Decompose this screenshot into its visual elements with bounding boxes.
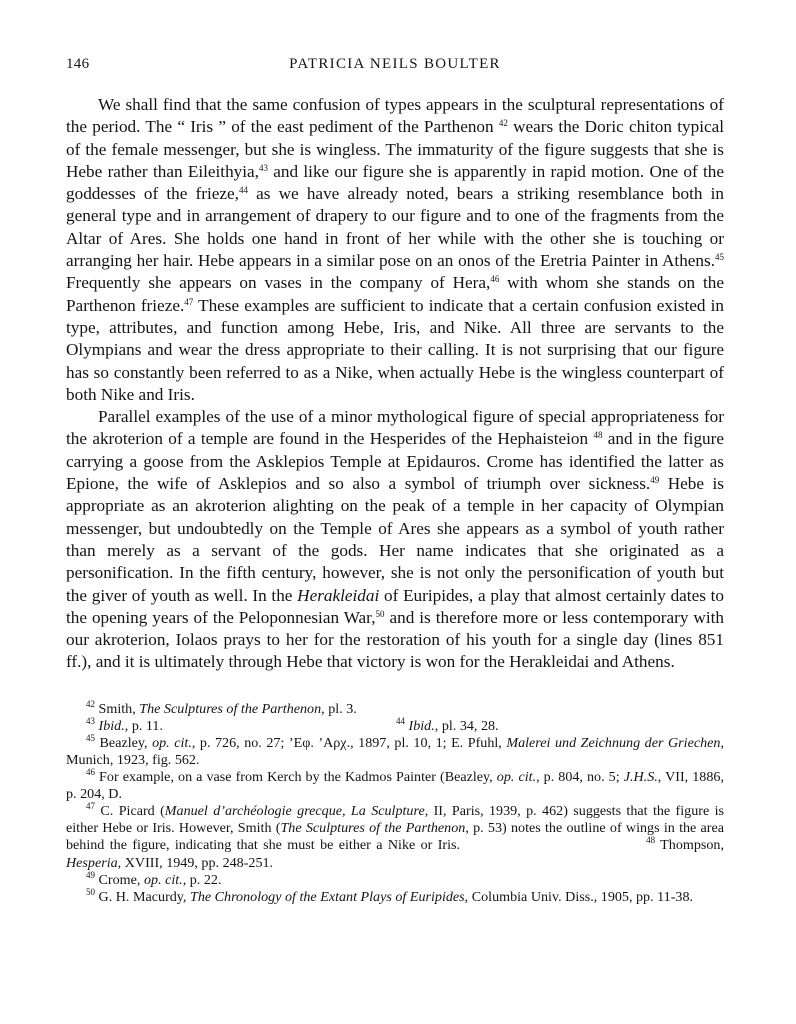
play-title: Herakleidai: [297, 585, 380, 605]
page-header: [66, 56, 724, 80]
page: [66, 56, 724, 906]
footnote-ref[interactable]: 48: [593, 430, 603, 441]
footnote-48: $^{48}$ Thompson, Hesperia, XVIII, 1949, pp. 248-251.: [66, 835, 724, 871]
paragraph-2: Parallel examples of the use of a minor mythological figure of special appropriateness for the akroterion of a temple are found in the Hesperides of the Hephaisteion $^{48}$ and in the figure carrying a goose from the Asklepios Temple at Epidauros. Crome has identified the latter as Epione, the wife of Asklepios and so also a symbol of triumph over sickness.$^{49}$ Hebe is appropriate as an akroterion alighting on the peak of a temple in her capacity of Olympian messenger, but undoubtedly on the Temple of Ares she appears as a symbol of youth rather than merely as a servant of the gods. Her name indicates that she originated as a personification. In the fifth century, however, she is not only the personification of youth but the giver of youth as well. In the Herakleidai of Euripides, a play that almost certainly dates to the opening years of the Peloponnesian War,$^{50}$ and is therefore more or less contemporary with our akroterion, Iolaos prays to her for the restoration of his youth for a single day (lines 851 ff.), and it is ultimately through Hebe that victory is won for the Herakleidai and Athens.: [66, 407, 724, 672]
footnote-ref[interactable]: 45: [715, 252, 724, 263]
footnote-45: $^{45}$ Beazley, op. cit., p. 726, no. 27; ’Eφ. ’Aρχ., 1897, pl. 10, 1; E. Pfuhl, Malerei und Zeichnung der Griechen, Munich, 1923, fig. 562.: [66, 732, 724, 768]
footnote-49: $^{49}$ Crome, op. cit., p. 22.: [86, 869, 222, 888]
footnote-47: $^{47}$ C. Picard (Manuel d’archéologie grecque, La Sculpture, II, Paris, 1939, p. 462) suggests that the figure is either Hebe or Iris. However, Smith (The Sculptures of the Parthenon, p. 53) notes the outline of wings in the area behind the figure, indicating that she must be either a Nike or Iris. $^{48}$ Thompson, Hesperia, XVIII, 1949, pp. 248-251.: [66, 801, 725, 871]
running-head: PATRICIA NEILS BOULTER: [289, 56, 501, 72]
footnote-ref[interactable]: 49: [650, 475, 660, 486]
main-text: [66, 94, 724, 674]
footnote-ref[interactable]: 46: [490, 274, 500, 285]
paragraph-1: We shall find that the same confusion of types appears in the sculptural representations of the period. The “ Iris ” of the east pediment of the Parthenon $^{42}$ wears the Doric chiton typical of the female messenger, but she is wingless. The immaturity of the figure suggests that she is Hebe rather than Eileithyia,$^{43}$ and like our figure she is apparently in rapid motion. One of the goddesses of the frieze,$^{44}$ as we have already noted, bears a striking resemblance both in general type and in arrangement of drapery to our figure and to one of the fragments from the Altar of Ares. She holds one hand in front of her while with the other she is touching or arranging her hair. Hebe appears in a similar pose on an onos of the Eretria Painter in Athens.$^{45}$ Frequently she appears on vases in the company of Hera,$^{46}$ with whom she stands on the Parthenon frieze.$^{47}$ These examples are sufficient to indicate that a certain confusion existed in type, attributes, and function among Hebe, Iris, and Nike. All three are servants to the Olympians and wear the dress appropriate to their calling. It is not surprising that our figure has so constantly been referred to as a Nike, when actually Hebe is the wingless counterpart of both Nike and Iris.: [66, 95, 725, 404]
footnote-ref[interactable]: 47: [184, 296, 194, 307]
footnote-50: $^{50}$ G. H. Macurdy, The Chronology of the Extant Plays of Euripides, Columbia Univ. Diss., 1905, pp. 11-38.: [86, 886, 694, 905]
page-number: 146: [66, 56, 90, 72]
footnote-ref[interactable]: 43: [258, 162, 268, 173]
footnote-43: $^{43}$ Ibid., p. 11.: [86, 715, 164, 734]
footnote-43-44: [66, 715, 724, 735]
footnotes: [66, 698, 725, 906]
footnote-ref[interactable]: 42: [498, 118, 508, 129]
footnote-44: $^{44}$ Ibid., pl. 34, 28.: [396, 715, 499, 734]
footnote-ref[interactable]: 44: [238, 185, 248, 196]
footnote-46: $^{46}$ For example, on a vase from Kerch by the Kadmos Painter (Beazley, op. cit., p. 804, no. 5; J.H.S., VII, 1886, p. 204, D.: [66, 767, 724, 803]
footnote-42: $^{42}$ Smith, The Sculptures of the Parthenon, pl. 3.: [86, 698, 357, 717]
footnote-ref[interactable]: 50: [375, 608, 385, 619]
